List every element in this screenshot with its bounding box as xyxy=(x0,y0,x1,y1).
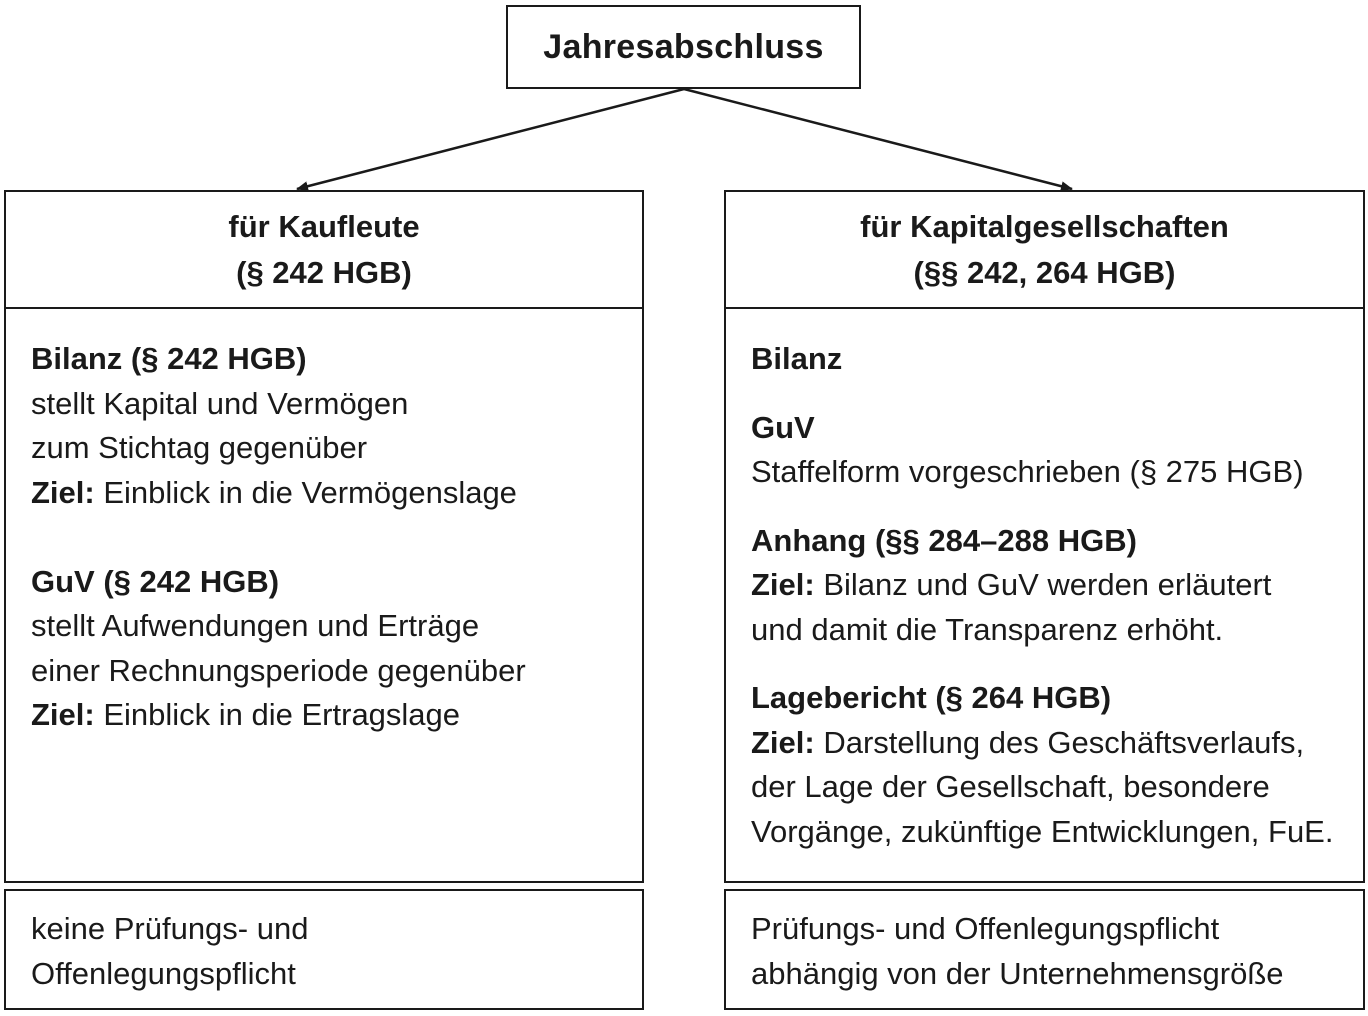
lagebericht-ziel xyxy=(751,721,1339,766)
ziel-text: Bilanz und GuV werden erläutert xyxy=(814,567,1272,602)
ziel-text: Darstellung des Geschäftsverlaufs, xyxy=(814,724,1305,760)
kaufleute-bilanz-text-2: zum Stichtag gegenüber xyxy=(31,430,368,465)
kaufleute-footer-line-2: Offenlegungspflicht xyxy=(31,955,296,991)
kaufleute-guv-text-1: stellt Aufwendungen und Erträge xyxy=(31,608,480,643)
kapitalgesellschaften-guv-text: Staffelform vorgeschrieben (§ 275 HGB) xyxy=(751,454,1304,489)
kapitalgesellschaften-footer-line-2: abhängig von der Unternehmensgröße xyxy=(751,955,1284,991)
kaufleute-content xyxy=(4,307,644,883)
anhang-title: Anhang (§§ 284–288 HGB) xyxy=(751,522,1137,558)
kapitalgesellschaften-footer xyxy=(724,889,1365,1010)
anhang-ziel xyxy=(751,563,1339,608)
kaufleute-guv-title: GuV (§ 242 HGB) xyxy=(31,563,280,599)
kaufleute-footer xyxy=(4,889,644,1010)
kaufleute-guv-text-2: einer Rechnungsperiode gegenüber xyxy=(31,652,526,688)
root-title: Jahresabschluss xyxy=(543,27,824,66)
root-node-jahresabschluss xyxy=(506,5,861,89)
ziel-label: Ziel: xyxy=(31,474,95,510)
kaufleute-header-line-2: (§ 242 HGB) xyxy=(236,254,412,290)
lagebericht-text-2: der Lage der Gesellschaft, besondere xyxy=(751,769,1270,804)
arrow-to-kapitalgesellschaften xyxy=(684,89,1072,189)
kaufleute-bilanz-text-1: stellt Kapital und Vermögen xyxy=(31,385,409,421)
kapitalgesellschaften-header-line-2: (§§ 242, 264 HGB) xyxy=(913,254,1176,290)
ziel-label: Ziel: xyxy=(751,567,815,602)
kapitalgesellschaften-header-line-1: für Kapitalgesellschaften xyxy=(860,208,1229,244)
kapitalgesellschaften-content xyxy=(724,307,1365,883)
kapitalgesellschaften-footer-line-1: Prüfungs- und Offenlegungspflicht xyxy=(751,911,1220,946)
lagebericht-text-3: Vorgänge, zukünftige Entwicklungen, FuE. xyxy=(751,813,1334,849)
lagebericht-title: Lagebericht (§ 264 HGB) xyxy=(751,680,1112,715)
kapitalgesellschaften-header xyxy=(724,190,1365,309)
anhang-text-2: und damit die Transparenz erhöht. xyxy=(751,611,1224,647)
ziel-text: Einblick in die Ertragslage xyxy=(94,697,461,732)
kaufleute-header-line-1: für Kaufleute xyxy=(228,208,420,244)
ziel-text: Einblick in die Vermögenslage xyxy=(94,474,517,510)
kaufleute-bilanz-ziel xyxy=(31,471,618,516)
kaufleute-guv-ziel xyxy=(31,693,618,738)
kaufleute-header xyxy=(4,190,644,309)
ziel-label: Ziel: xyxy=(751,724,815,760)
ziel-label: Ziel: xyxy=(31,697,95,732)
kapitalgesellschaften-bilanz-title: Bilanz xyxy=(751,341,843,376)
kapitalgesellschaften-guv-title: GuV xyxy=(751,409,815,445)
kaufleute-bilanz-title: Bilanz (§ 242 HGB) xyxy=(31,341,307,376)
kaufleute-footer-line-1: keine Prüfungs- und xyxy=(31,911,309,946)
arrow-to-kaufleute xyxy=(297,89,684,189)
